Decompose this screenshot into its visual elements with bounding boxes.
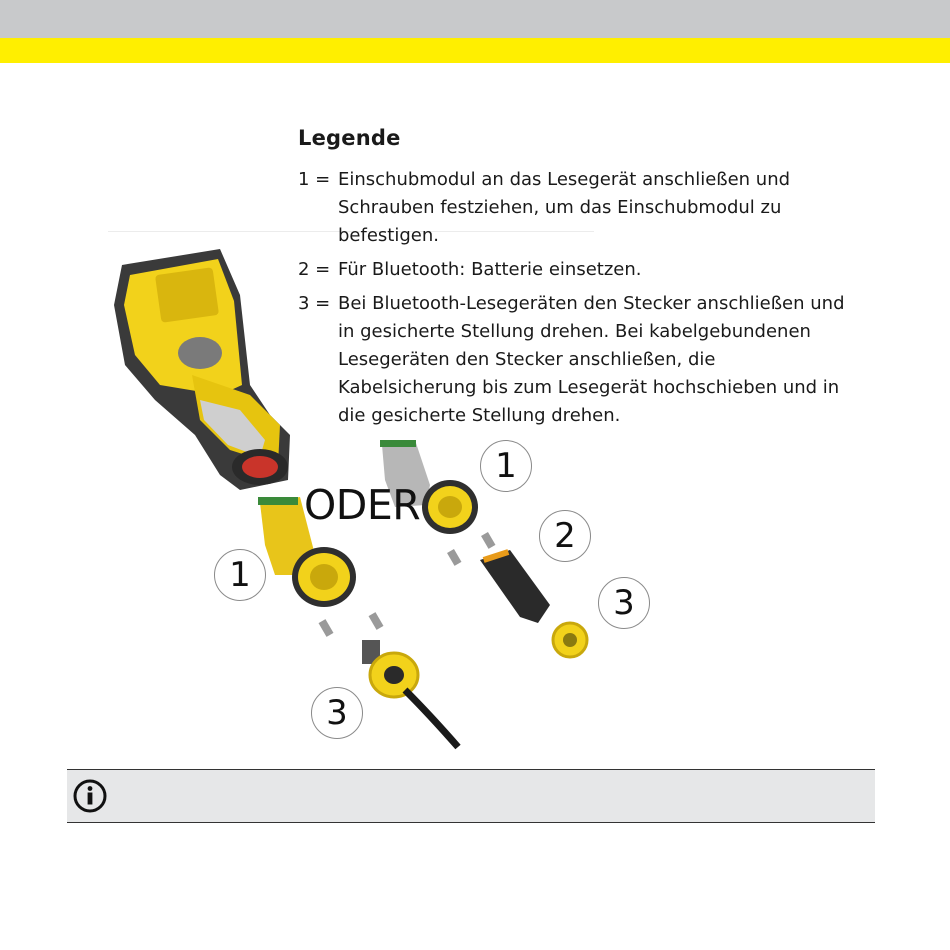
scanner-body [114, 249, 290, 490]
legend-item-text: Bei Bluetooth-Lesegeräten den Stecker anschließen und in gesicherte Stellung drehen. Bei kabelgebundenen Lesegeräten den Stecker anschließen, die Kabelsicherung bis zum Lesegerät hochschieben und in die gesicherte Stellung drehen. [338, 293, 845, 426]
assembly-illustration [100, 235, 860, 755]
info-note [67, 769, 875, 823]
callout-1-left: 1 [214, 549, 266, 601]
legend-item-number: 3 = [298, 293, 331, 314]
callout-1-right: 1 [480, 440, 532, 492]
legend-title: Legende [298, 126, 401, 150]
oder-label: ODER [304, 481, 421, 529]
callout-3-right: 3 [598, 577, 650, 629]
cable-plug [362, 640, 458, 747]
battery [480, 549, 550, 623]
legend-item-number: 2 = [298, 259, 331, 280]
legend-item-number: 1 = [298, 169, 331, 190]
legend-item-text: Einschubmodul an das Lesegerät anschließen und Schrauben festziehen, um das Einschubmodul zu befestigen. [338, 169, 791, 246]
accent-bar [0, 38, 950, 63]
screws-left [319, 612, 384, 637]
callout-3-left: 3 [311, 687, 363, 739]
callout-2-right: 2 [539, 510, 591, 562]
bluetooth-cap [553, 623, 587, 657]
header-bar [0, 0, 950, 38]
legend-item-text: Für Bluetooth: Batterie einsetzen. [338, 259, 642, 280]
info-icon [73, 779, 107, 813]
